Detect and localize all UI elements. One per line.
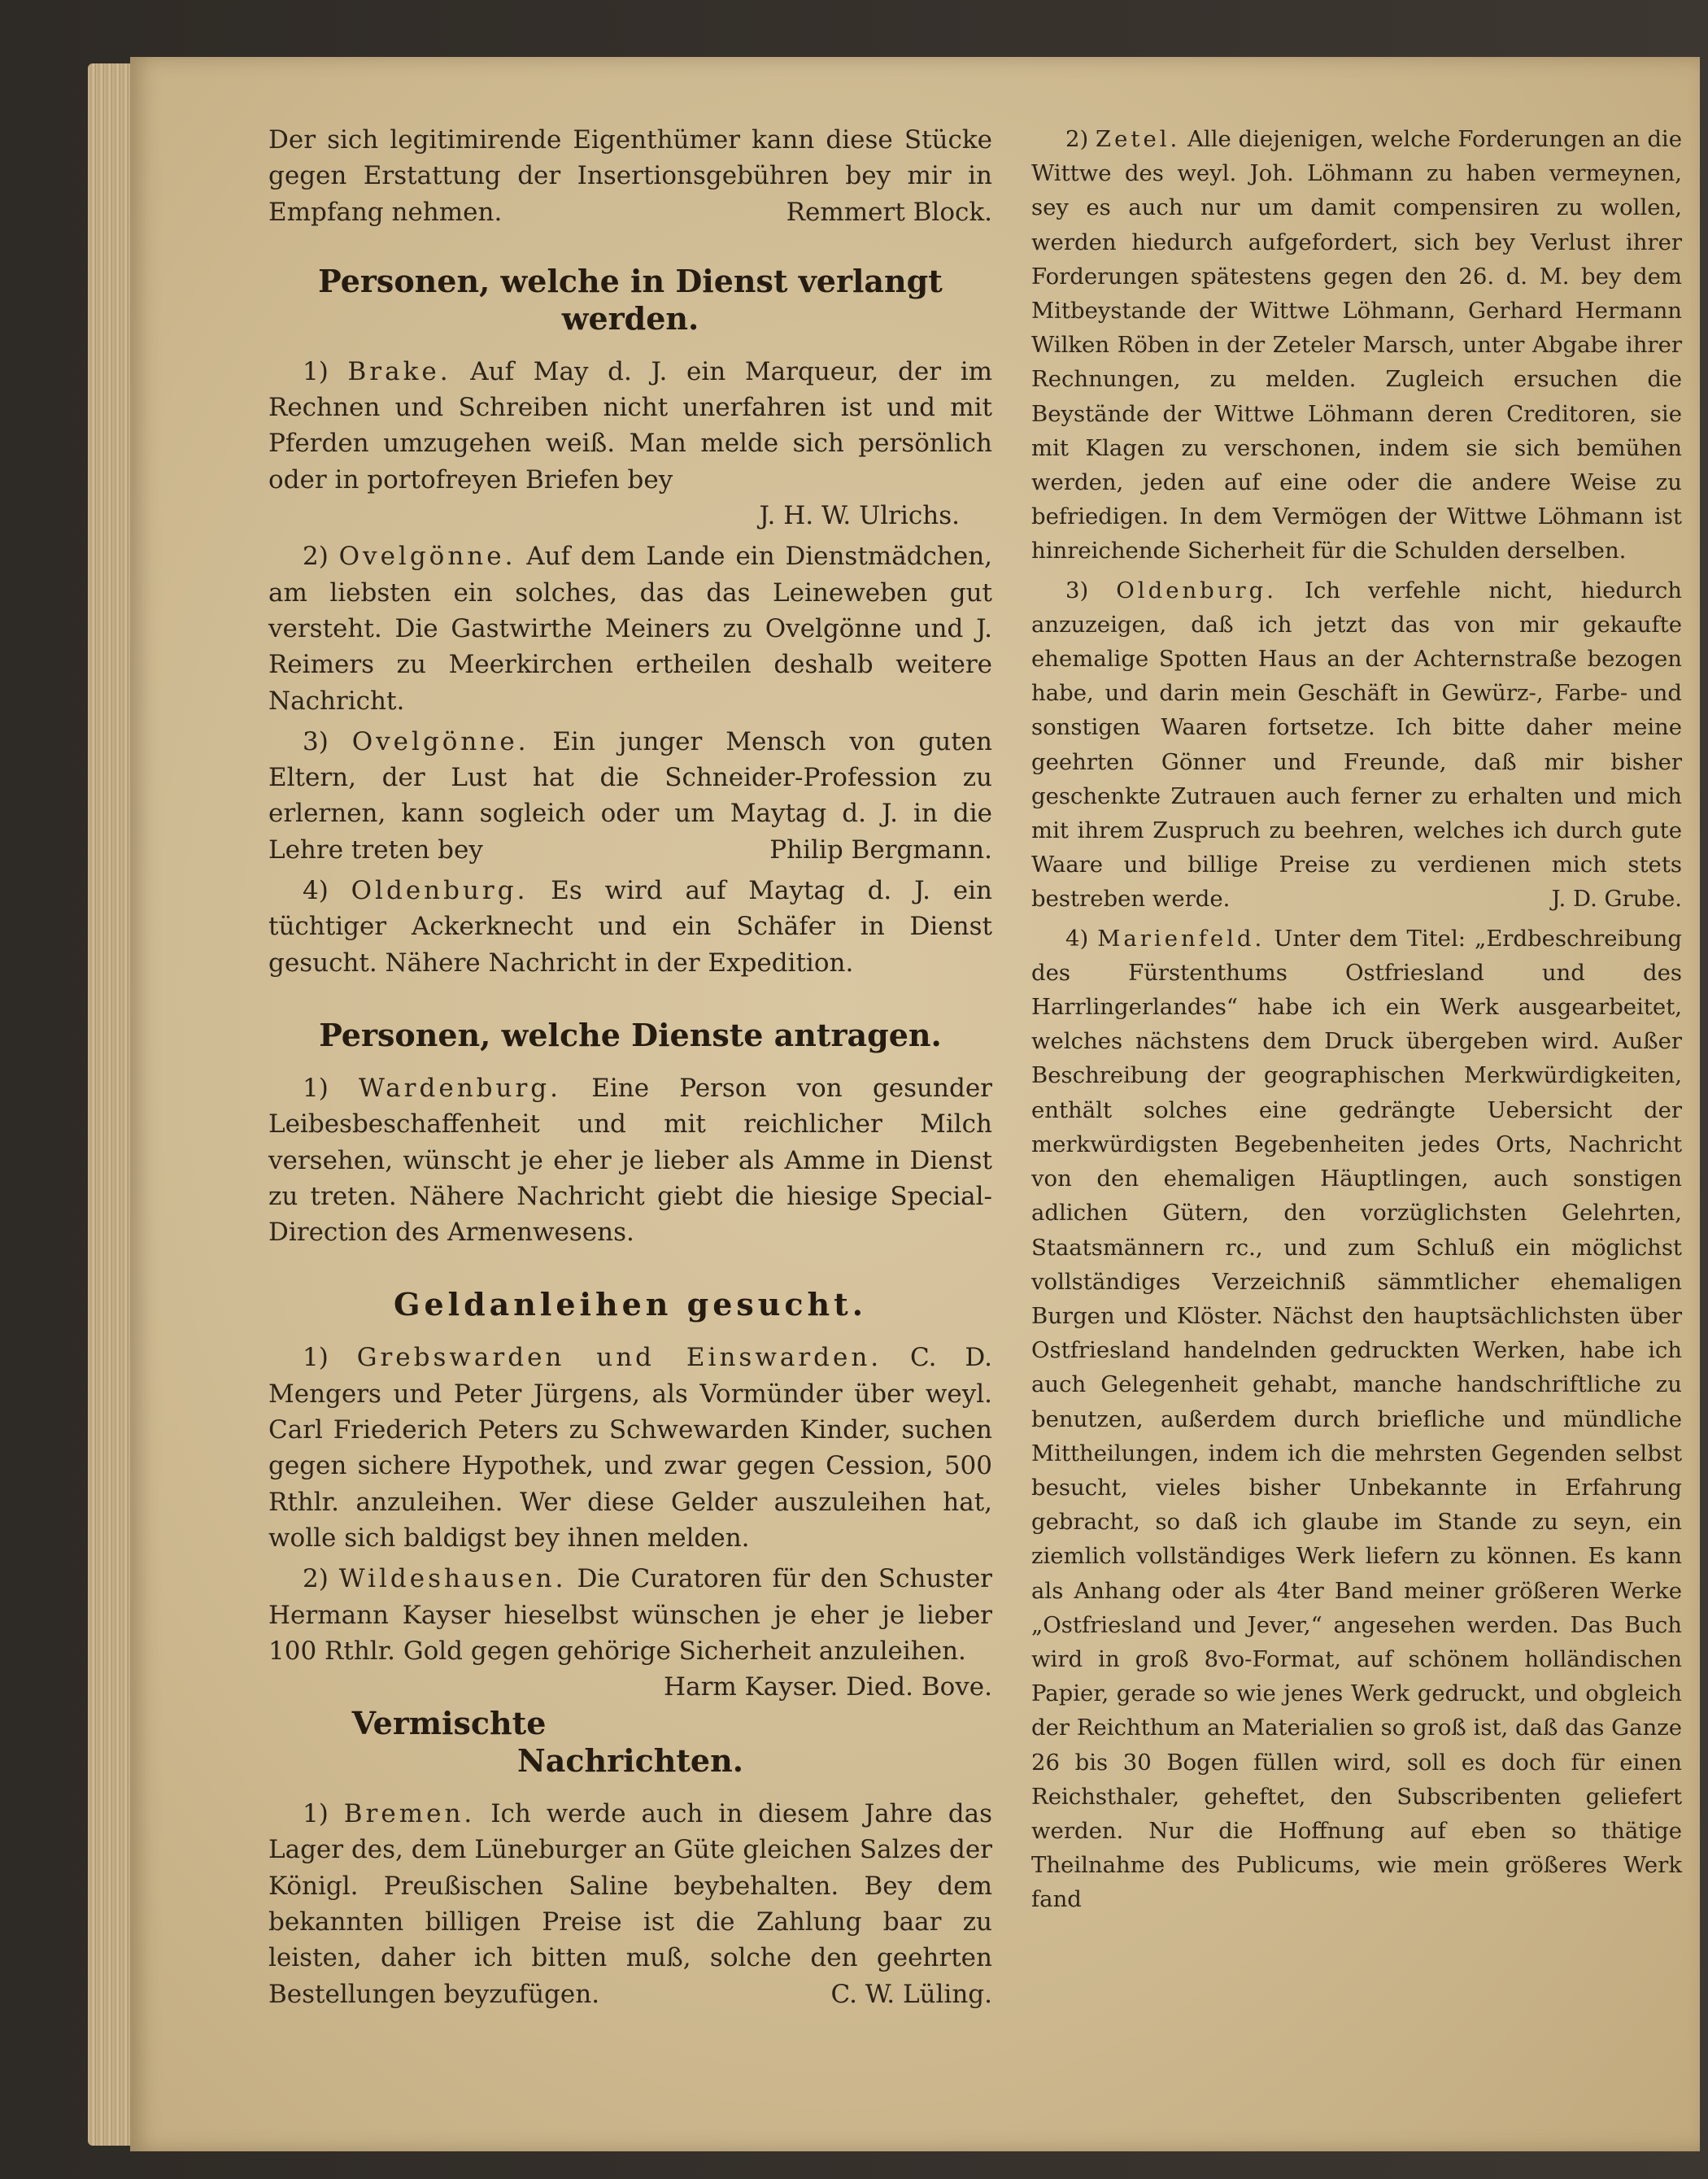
right-column	[1031, 122, 1682, 1922]
notice-oldenburg-1	[268, 873, 992, 981]
notice-oldenburg-2	[1031, 573, 1682, 917]
notice-text: Auf dem Lande ein Dienstmädchen, am liebsten ein solches, das das Leineweben gut versteht. Die Gastwirthe Meiners zu Ovelgönne und J. Reimers zu Meerkirchen ertheilen deshalb weitere Nachricht.	[268, 542, 993, 716]
notice-text: C. D. Mengers und Peter Jürgens, als Vormünder über weyl. Carl Friederich Peters zu Schwewarden Kinder, suchen gegen sichere Hypothek, und zwar gegen Cession, 500 Rthlr. anzuleihen. Wer diese Gelder auszuleihen hat, wolle sich baldigst bey ihnen melden.	[268, 1343, 992, 1553]
notice-number: 1)	[303, 356, 329, 386]
notice-place: Wildeshausen.	[338, 1564, 567, 1594]
intro-text: Der sich legitimirende Eigenthümer kann diese Stücke gegen Erstattung der Insertionsgebühren bey mir in Empfang nehmen.	[268, 125, 992, 227]
section-title-miscellaneous: Vermischte Nachrichten.	[351, 1705, 743, 1780]
notice-place: Zetel.	[1096, 126, 1181, 152]
notice-text: Ich werde auch in diesem Jahre das Lager des, dem Lüneburger an Güte gleichen Salzes der Königl. Preußischen Saline beybehalten. Bey dem bekannten billigen Preise ist die Zahlung baar zu leisten, daher ich bitten muß, solche den geehrten Bestellungen beyzufügen.	[268, 1799, 992, 2009]
notice-zetel	[1031, 122, 1682, 569]
notice-signature: C. W. Lüling.	[830, 1979, 992, 2009]
notice-ovelgoenne-2	[268, 724, 992, 868]
notice-number: 4)	[303, 876, 329, 906]
notice-brake	[268, 354, 992, 534]
notice-signature: Harm Kayser. Died. Bove.	[664, 1672, 992, 1702]
notice-number: 2)	[1065, 126, 1089, 152]
notice-number: 3)	[303, 726, 329, 756]
intro-notice	[268, 122, 992, 230]
section-title-loans-wanted: Geldanleihen gesucht.	[394, 1286, 867, 1323]
notice-place: Oldenburg.	[351, 876, 529, 906]
left-column	[268, 122, 992, 2017]
notice-place: Grebswarden und Einswarden.	[356, 1343, 882, 1373]
notice-place: Oldenburg.	[1116, 577, 1277, 604]
notice-place: Wardenburg.	[359, 1073, 561, 1103]
notice-bremen	[268, 1796, 992, 2012]
notice-text: Unter dem Titel: „Erdbeschreibung des Fürstenthums Ostfriesland und des Harrlingerlandes“ habe ich ein Werk ausgearbeitet, welches nächstens dem Druck übergeben wird. Außer Beschreibung der geographischen Merkwürdigkeiten, enthält solches eine gedrängte Uebersicht der merkwürdigsten Begebenheiten jedes Orts, Nachricht von den ehemaligen Häuptlingen, auch sonstigen adlichen Gütern, den vorzüglichsten Gelehrten, Staatsmännern rc., und zum Schluß ein möglichst vollständiges Verzeichniß sämmtlicher ehemaligen Burgen und Klöster. Nächst den hauptsächlichsten über Ostfriesland handelnden gedruckten Werken, habe ich auch Gelegenheit gehabt, manche handschriftliche zu benutzen, außerdem durch briefliche und mündliche Mittheilungen, indem ich die mehrsten Gegenden selbst besucht, vieles bisher Unbekannte in Erfahrung gebracht, so daß ich glaube im Stande zu seyn, ein ziemlich vollständiges Werk liefern zu können. Es kann als Anhang oder als 4ter Band meiner größeren Werke „Ostfriesland und Jever,“ angesehen werden. Das Buch wird in groß 8vo-Format, auf schönem holländischen Papier, gerade so wie jenes Werk gedruckt, und obgleich der Reichthum an Materialien so groß ist, daß das Ganze 26 bis 30 Bogen füllen wird, soll es doch für einen Reichsthaler, geheftet, den Subscribenten geliefert werden. Nur die Hoffnung auf eben so thätige Theilnahme des Publicums, wie mein größeres Werk fand	[1031, 925, 1682, 1913]
notice-signature: J. H. W. Ulrichs.	[759, 501, 960, 531]
notice-number: 1)	[303, 1799, 329, 1829]
notice-text: Eine Person von gesunder Leibesbeschaffenheit und mit reichlicher Milch versehen, wünscht je eher je lieber als Amme in Dienst zu treten. Nähere Nachricht giebt die hiesige Special-Direction des Armenwesens.	[268, 1073, 992, 1248]
notice-number: 1)	[303, 1073, 329, 1103]
notice-ovelgoenne-1	[268, 538, 992, 718]
section-title-offering-services: Personen, welche Dienste antragen.	[319, 1016, 942, 1053]
notice-wardenburg	[268, 1070, 992, 1250]
notice-number: 1)	[303, 1343, 329, 1373]
notice-place: Brake.	[347, 356, 451, 386]
notice-number: 3)	[1065, 577, 1089, 604]
notice-text: Die Curatoren für den Schuster Hermann Kayser hieselbst wünschen je eher je lieber 100 Rthlr. Gold gegen gehörige Sicherheit anzuleihen.	[268, 1564, 992, 1666]
notice-marienfeld	[1031, 922, 1682, 1917]
notice-number: 4)	[1065, 925, 1089, 952]
notice-number: 2)	[303, 542, 329, 572]
notice-text: Auf May d. J. ein Marqueur, der im Rechnen und Schreiben nicht unerfahren ist und mit Pferden umzugehen weiß. Man melde sich persönlich oder in portofreyen Briefen bey	[268, 356, 993, 495]
notice-place: Ovelgönne.	[351, 726, 529, 756]
notice-place: Bremen.	[343, 1799, 476, 1829]
notice-text: Ich verfehle nicht, hiedurch anzuzeigen, daß ich jetzt das von mir gekaufte ehemalige Spotten Haus an der Achternstraße bezogen habe, und darin mein Geschäft in Gewürz-, Farbe- und sonstigen Waaren fortsetze. Ich bitte daher meine geehrten Gönner und Freunde, daß mir bisher geschenkte Zutrauen auch ferner zu erhalten und mich mit ihrem Zuspruch zu beehren, welches ich durch gute Waare und billige Preise zu verdienen mich stets bestreben werde.	[1031, 577, 1682, 913]
intro-signature: Remmert Block.	[786, 197, 992, 227]
notice-number: 2)	[303, 1564, 329, 1594]
notice-text: Es wird auf Maytag d. J. ein tüchtiger Ackerknecht und ein Schäfer in Dienst gesucht. Nähere Nachricht in der Expedition.	[268, 876, 992, 978]
section-title-wanted-in-service: Personen, welche in Dienst verlangt werden.	[318, 262, 943, 337]
notice-text: Alle diejenigen, welche Forderungen an die Wittwe des weyl. Joh. Löhmann zu haben vermeynen, sey es auch nur um damit compensiren zu wollen, werden hiedurch aufgefordert, sich bey Verlust ihrer Forderungen spätestens gegen den 26. d. M. bey dem Mitbeystande der Wittwe Löhmann, Gerhard Hermann Wilken Röben in der Zeteler Marsch, unter Abgabe ihrer Rechnungen, zu melden. Zugleich ersuchen die Beyständе der Wittwe Löhmann deren Creditoren, sie mit Klagen zu verschonen, indem sie sich bemühen werden, jeden auf eine oder die andere Weise zu befriedigen. In dem Vermögen der Wittwe Löhmann ist hinreichende Sicherheit für die Schulden derselben.	[1031, 126, 1683, 564]
notice-signature: Philip Bergmann.	[769, 835, 992, 865]
notice-place: Ovelgönne.	[338, 542, 516, 572]
notice-signature: J. D. Grube.	[1551, 886, 1682, 913]
notice-text: Ein junger Mensch von guten Eltern, der Lust hat die Schneider-Profession zu erlernen, kann sogleich oder um Maytag d. J. in die Lehre treten bey	[268, 726, 992, 865]
notice-grebswarden	[268, 1340, 992, 1556]
notice-place: Marienfeld.	[1097, 925, 1266, 952]
notice-wildeshausen	[268, 1561, 992, 1702]
